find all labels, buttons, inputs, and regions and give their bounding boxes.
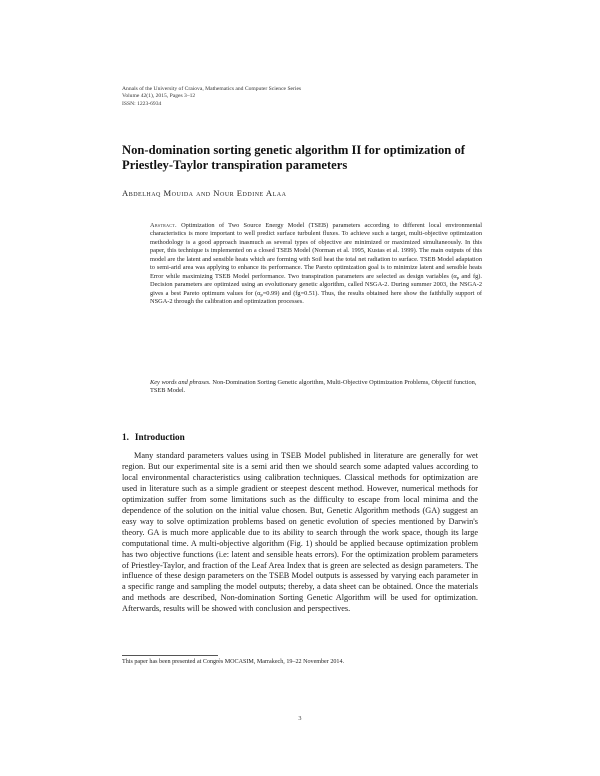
paper-authors: Abdelhaq Mouida and Nour Eddine Alaa xyxy=(122,188,287,198)
abstract-text-part3: =0.99) and (fg=0.51). Thus, the results obtained here show the faithfully support of NSGA-2 through the calibration and optimization processes. xyxy=(150,289,482,306)
journal-name: Annals of the University of Craiova, Mathematics and Computer Science Series xyxy=(122,86,302,92)
journal-volume: Volume 42(1), 2015, Pages 3–12 xyxy=(122,93,196,100)
keywords-label: Key words and phrases. xyxy=(150,379,211,386)
page-number: 3 xyxy=(298,715,302,722)
journal-issn: ISSN: 1223-6934 xyxy=(122,100,162,107)
keywords xyxy=(150,379,482,396)
section-number: 1. xyxy=(122,432,129,442)
abstract-text-part2: and fg). Decision parameters are optimized using an evolutionary genetic algorithm, called NSGA-2. During summer 2003, the NSGA-2 gives a best Pareto optimum values for (α xyxy=(150,272,482,297)
alpha-subscript-1: p xyxy=(456,274,459,280)
keywords-text: Non-Domination Sorting Genetic algorithm, Multi-Objective Optimization Problems, Objectif function, TSEB Model. xyxy=(150,379,477,395)
abstract xyxy=(150,222,482,307)
journal-header xyxy=(122,86,502,108)
footnote-divider xyxy=(122,655,218,656)
alpha-subscript-2: p xyxy=(260,291,263,297)
section-heading-introduction xyxy=(122,432,482,442)
paper-title: Non-domination sorting genetic algorithm II for optimization of Priestley-Taylor transpiration parameters xyxy=(122,143,465,172)
introduction-paragraph: Many standard parameters values using in TSEB Model published in literature are generally for wet region. But our experimental site is a semi arid then we should search some adapted values according to local environmental characteristics using calibration techniques. Classical methods for optimization are used in literature such as a simple gradient or steepest descent method. However, numerical methods for optimization suffer from some limitations such as the difficulty to escape from local minima and the dependence of the solution on the initial value chosen. But, Genetic Algorithm methods (GA) suggest an easy way to solve optimization problems based on genetic evolution of species mentioned by Darwin's theory. GA is much more applicable due to its ability to search through the work space, though its large computational time. A multi-objective algorithm (Fig. 1) should be applied because optimization problem has two objective functions (i.e: latent and sensible heats errors). For the optimization problem parameters of Priestley-Taylor, and fraction of the Leaf Area Index that is green are selected as design parameters. The influence of these design parameters on the TSEB Model outputs is assessed by varying each parameter in a specific range and sampling the model outputs; thereby, a data sheet can be obtained. Once the materials and methods are described, Non-domination Sorting Genetic Algorithm will be used for optimization. Afterwards, results will be showed with conclusion and perspectives. xyxy=(122,451,478,614)
footnote: This paper has been presented at Congrès MOCASIM, Marrakech, 19–22 November 2014. xyxy=(122,659,345,665)
abstract-text-part1: Optimization of Two Source Energy Model (TSEB) parameters according to different local environmental characteristics is more important to well predict surface turbulent fluxes. To achieve such a target, multi-objective optimization methodology is a good approach inasmuch as several types of objective are minimized or maximized simultaneously. In this paper, this technique is implemented on a closed TSEB Model (Norman et al. 1995, Kustas et al. 1999). The main outputs of this model are the latent and sensible heats which are forming with Soil heat the total net radiation to surface. TSEB Model adaptation to semi-arid area was applying to enhance its performance. The Pareto optimization goal is to minimize latent and sensible heats Error while maximizing TSEB Model performance. Two transpiration parameters are selected as design variables (α xyxy=(150,222,482,280)
abstract-label: Abstract. xyxy=(150,222,177,229)
section-title: Introduction xyxy=(134,432,185,442)
